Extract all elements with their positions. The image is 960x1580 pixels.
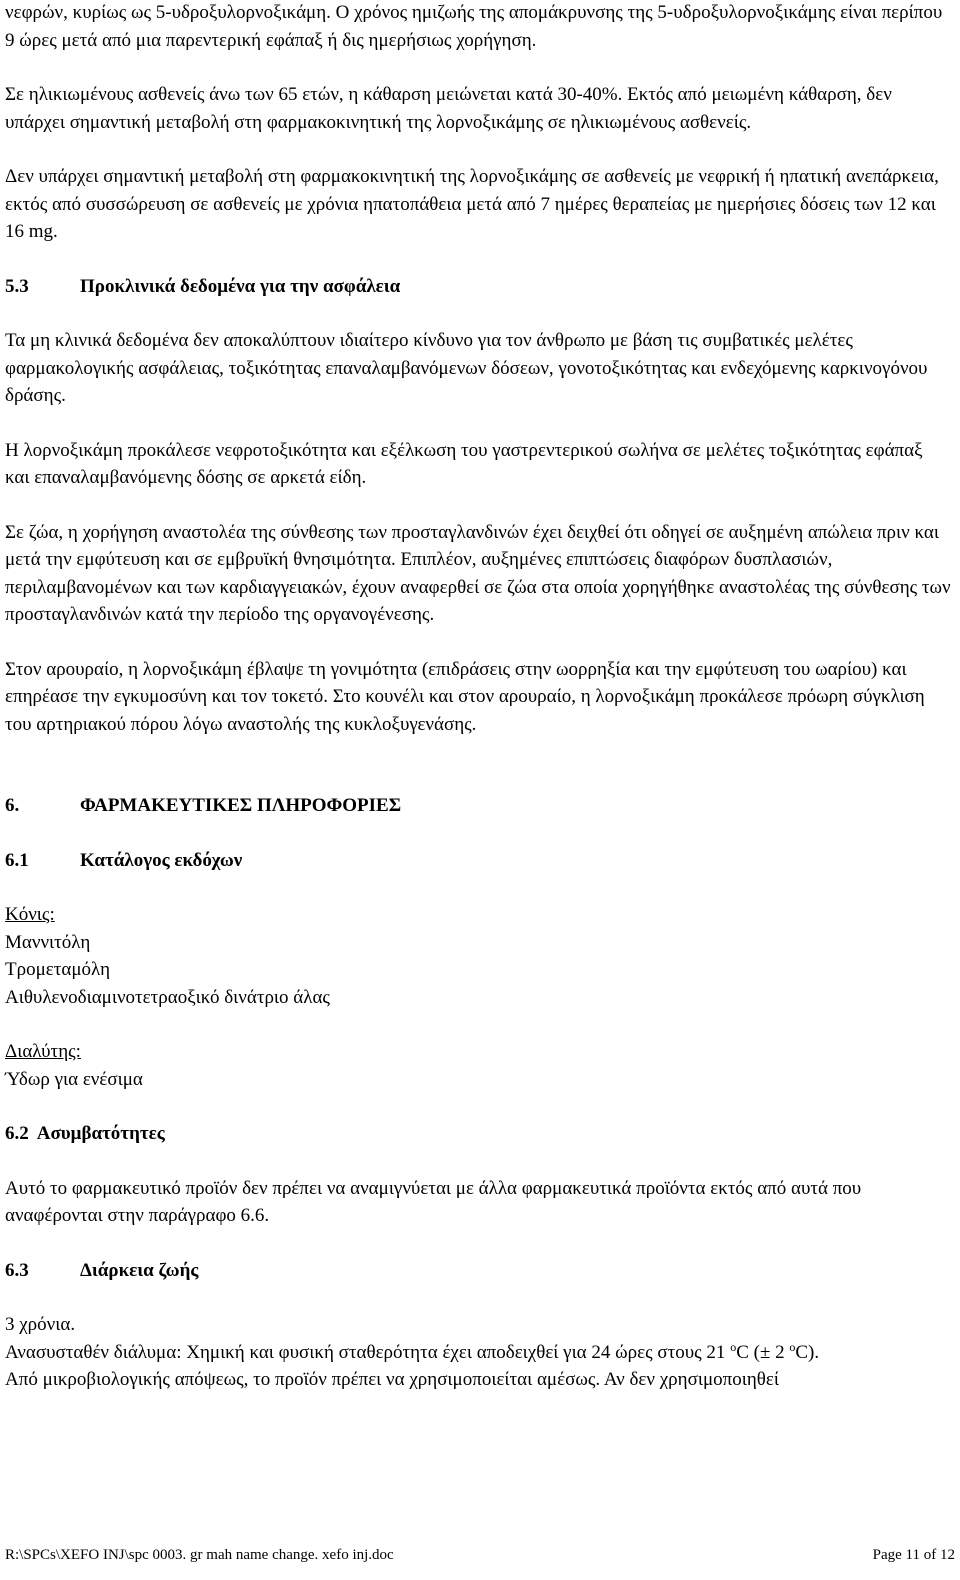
body-paragraph: Σε ζώα, η χορήγηση αναστολέα της σύνθεσης των προσταγλανδινών έχει δειχθεί ότι οδηγεί σε αυξημένη απώλεια πριν και μετά την εμφύτευση και σε εμβρυϊκή θνησιμότητα. Επιπλέον, αυξημένες επιπτώσεις διαφόρων δυσπλασιών, περιλαμβανομένων και των καρδιαγγειακών, έχουν αναφερθεί σε ζώα στα οποία χορηγήθηκε αναστολέας της σύνθεσης των προσταγλανδινών κατά την περίοδο της οργανογένεσης.: [5, 521, 951, 625]
section-title: Κατάλογος εκδόχων: [80, 849, 243, 871]
excipient-item: Ύδωρ για ενέσιμα: [5, 1068, 143, 1090]
reconstituted-stability-line: [5, 1339, 951, 1367]
body-paragraph: Αυτό το φαρμακευτικό προϊόν δεν πρέπει να αναμιγνύεται με άλλα φαρμακευτικά προϊόντα εκτός από αυτά που αναφέρονται στην παράγραφο 6.6.: [5, 1177, 862, 1226]
section-heading-6-2: [5, 1120, 951, 1148]
excipient-item: Μαννιτόλη: [5, 931, 91, 953]
solvent-label: Διαλύτης:: [5, 1041, 81, 1062]
body-paragraph: νεφρών, κυρίως ως 5-υδροξυλορνοξικάμη. Ο χρόνος ημιζωής της απομάκρυνσης της 5-υδροξυλορνοξικάμης είναι περίπου 9 ώρες μετά από μια παρεντερική εφάπαξ ή δις ημερήσιως χορήγηση.: [5, 2, 943, 51]
section-heading-5-3: [5, 273, 951, 301]
section-number: 6.: [5, 795, 20, 816]
page-footer: [5, 1546, 955, 1564]
section-number: 6.2: [5, 1123, 29, 1144]
section-title: Προκλινικά δεδομένα για την ασφάλεια: [80, 275, 401, 297]
section-title: Ασυμβατότητες: [36, 1123, 165, 1144]
stability-text-a: Ανασυσταθέν διάλυμα: Χημική και φυσική σταθερότητα έχει αποδειχθεί για 24 ώρες στους 21: [5, 1341, 731, 1363]
stability-text-b: C (± 2: [736, 1341, 790, 1363]
section-number: 6.3: [5, 1259, 29, 1281]
powder-label: Κόνις:: [5, 904, 55, 925]
section-heading-6: [5, 792, 951, 820]
section-heading-6-1: [5, 847, 951, 875]
body-paragraph: Σε ηλικιωμένους ασθενείς άνω των 65 ετών, η κάθαρση μειώνεται κατά 30-40%. Εκτός από μειωμένη κάθαρση, δεν υπάρχει σημαντική μεταβολή στη φαρμακοκινητική της λορνοξικάμης σε ηλικιωμένους ασθενείς.: [5, 84, 892, 133]
document-page: [5, 0, 951, 1394]
section-title: ΦΑΡΜΑΚΕΥΤΙΚΕΣ ΠΛΗΡΟΦΟΡΙΕΣ: [80, 795, 402, 816]
footer-page-number: Page 11 of 12: [872, 1547, 955, 1563]
degree-superscript: ο: [789, 1339, 796, 1354]
section-title: Διάρκεια ζωής: [80, 1259, 199, 1281]
section-heading-6-3: [5, 1257, 951, 1285]
body-paragraph: Στον αρουραίο, η λορνοξικάμη έβλαψε τη γονιμότητα (επιδράσεις στην ωορρηξία και την εμφύτευση του ωαρίου) και επηρέασε την εγκυμοσύνη και τον τοκετό. Στο κουνέλι και στον αρουραίο, η λορνοξικάμη προκάλεσε πρόωρη σύγκλιση του αρτηριακού πόρου λόγω αναστολής της κυκλοξυγενάσης.: [5, 658, 925, 735]
body-paragraph: Δεν υπάρχει σημαντική μεταβολή στη φαρμακοκινητική της λορνοξικάμης σε ασθενείς με νεφρική ή ηπατική ανεπάρκεια, εκτός από συσσώρευση σε ασθενείς με χρόνια ηπατοπάθεια μετά από 7 ημέρες θεραπείας με ημερήσιες δόσεις των 12 και 16 mg.: [5, 166, 939, 242]
body-paragraph: Τα μη κλινικά δεδομένα δεν αποκαλύπτουν ιδιαίτερο κίνδυνο για τον άνθρωπο με βάση τις συμβατικές μελέτες φαρμακολογικής ασφάλειας, τοξικότητας επαναλαμβανόμενων δόσεων, γονοτοξικότητας και ενδεχόμενης καρκινογόνου δράσης.: [5, 330, 928, 406]
body-paragraph: Η λορνοξικάμη προκάλεσε νεφροτοξικότητα και εξέλκωση του γαστρεντερικού σωλήνα σε μελέτες τοξικότητας εφάπαξ και επαναλαμβανόμενης δόσης σε αρκετά είδη.: [5, 439, 923, 488]
stability-text-c: C).: [795, 1341, 820, 1363]
shelf-life-line: 3 χρόνια.: [5, 1314, 76, 1335]
excipient-item: Αιθυλενοδιαμινοτετραοξικό δινάτριο άλας: [5, 986, 330, 1008]
excipient-item: Τρομεταμόλη: [5, 959, 111, 980]
footer-file-path: R:\SPCs\XEFO INJ\spc 0003. gr mah name change. xefo inj.doc: [5, 1547, 394, 1563]
microbiological-line: Από μικροβιολογικής απόψεως, το προϊόν πρέπει να χρησιμοποιείται αμέσως. Αν δεν χρησιμοποιηθεί: [5, 1369, 779, 1390]
section-number: 6.1: [5, 849, 29, 871]
degree-superscript: ο: [730, 1339, 737, 1354]
section-number: 5.3: [5, 275, 29, 297]
